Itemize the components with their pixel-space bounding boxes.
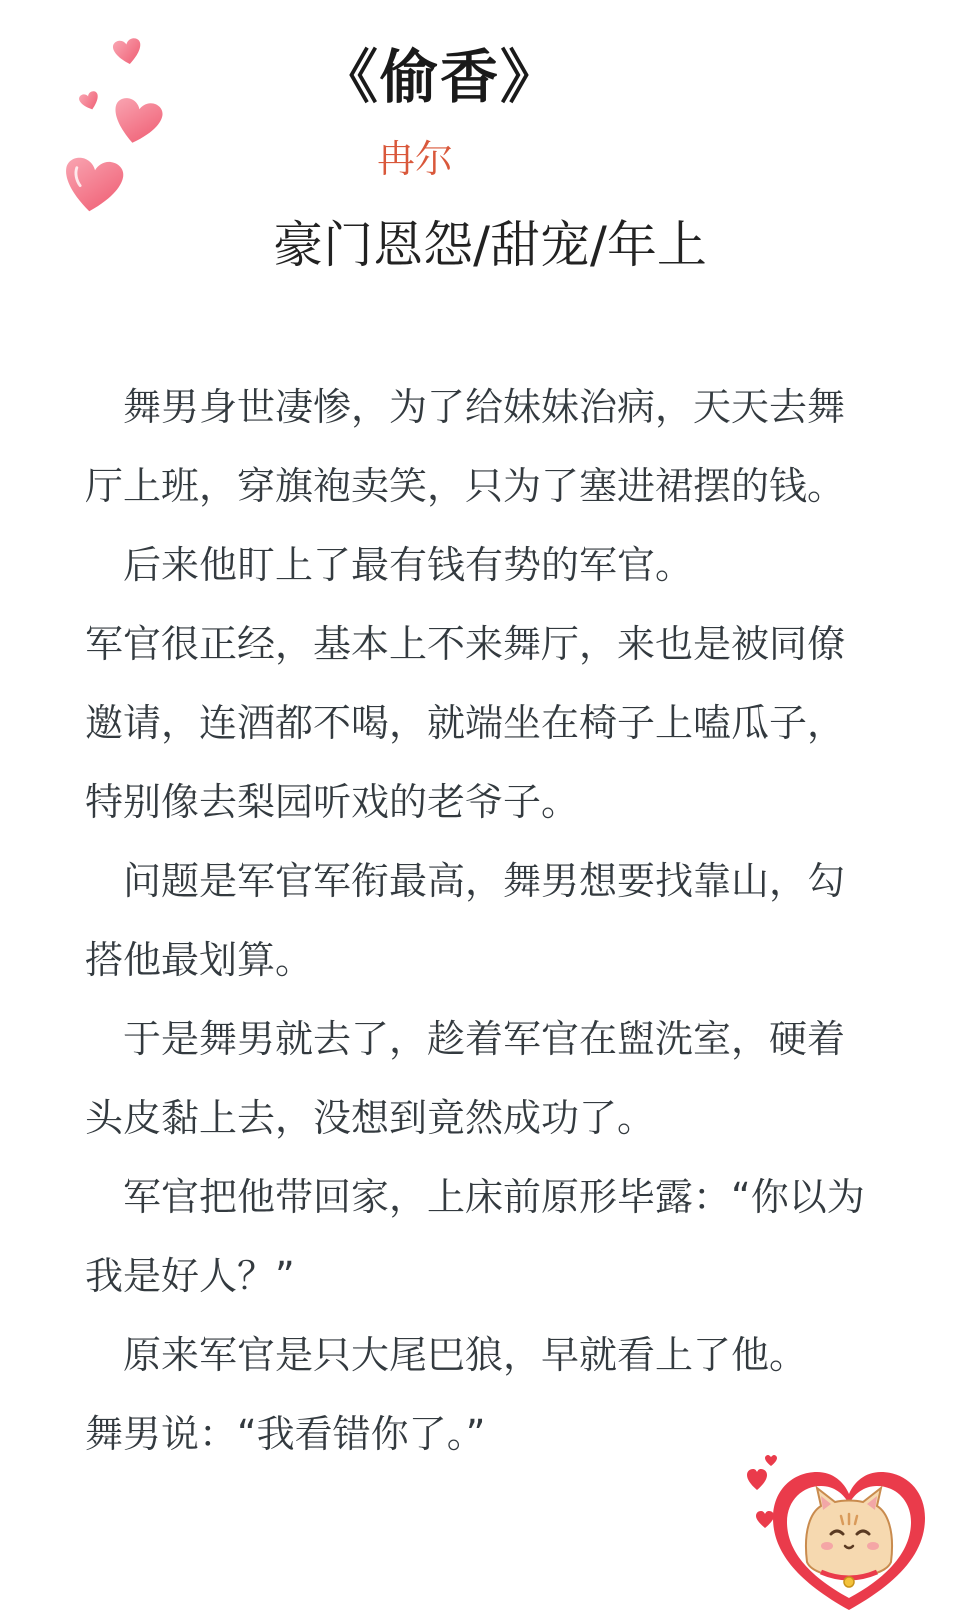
synopsis-paragraph: 舞男说：“我看错你了。”: [85, 1412, 486, 1456]
synopsis-paragraph: 军官把他带回家，上床前原形毕露：“你以为我是好人？”: [85, 1175, 865, 1298]
synopsis-paragraph: 于是舞男就去了，趁着军官在盥洗室，硬着头皮黏上去，没想到竟然成功了。: [85, 1017, 846, 1140]
synopsis-paragraph: 军官很正经，基本上不来舞厅，来也是被同僚邀请，连酒都不喝，就端坐在椅子上嗑瓜子，特别像去梨园听戏的老爷子。: [85, 622, 846, 824]
synopsis-paragraph: 原来军官是只大尾巴狼，早就看上了他。: [85, 1333, 808, 1377]
synopsis-paragraph: 后来他盯上了最有钱有势的军官。: [85, 543, 694, 587]
book-author: 冉尔: [376, 137, 453, 181]
synopsis-paragraph: 舞男身世凄惨，为了给妹妹治病，天天去舞厅上班，穿旗袍卖笑，只为了塞进裙摆的钱。: [85, 385, 846, 508]
book-title: 《偷香》: [319, 43, 560, 111]
heart-icon: [747, 1455, 777, 1528]
synopsis-paragraph: 问题是军官军衔最高，舞男想要找靠山，勾搭他最划算。: [85, 859, 846, 982]
book-tags: 豪门恩怨/甜宠/年上: [273, 216, 707, 274]
cat-heart-badge: [745, 1450, 930, 1612]
synopsis: [85, 368, 875, 1474]
